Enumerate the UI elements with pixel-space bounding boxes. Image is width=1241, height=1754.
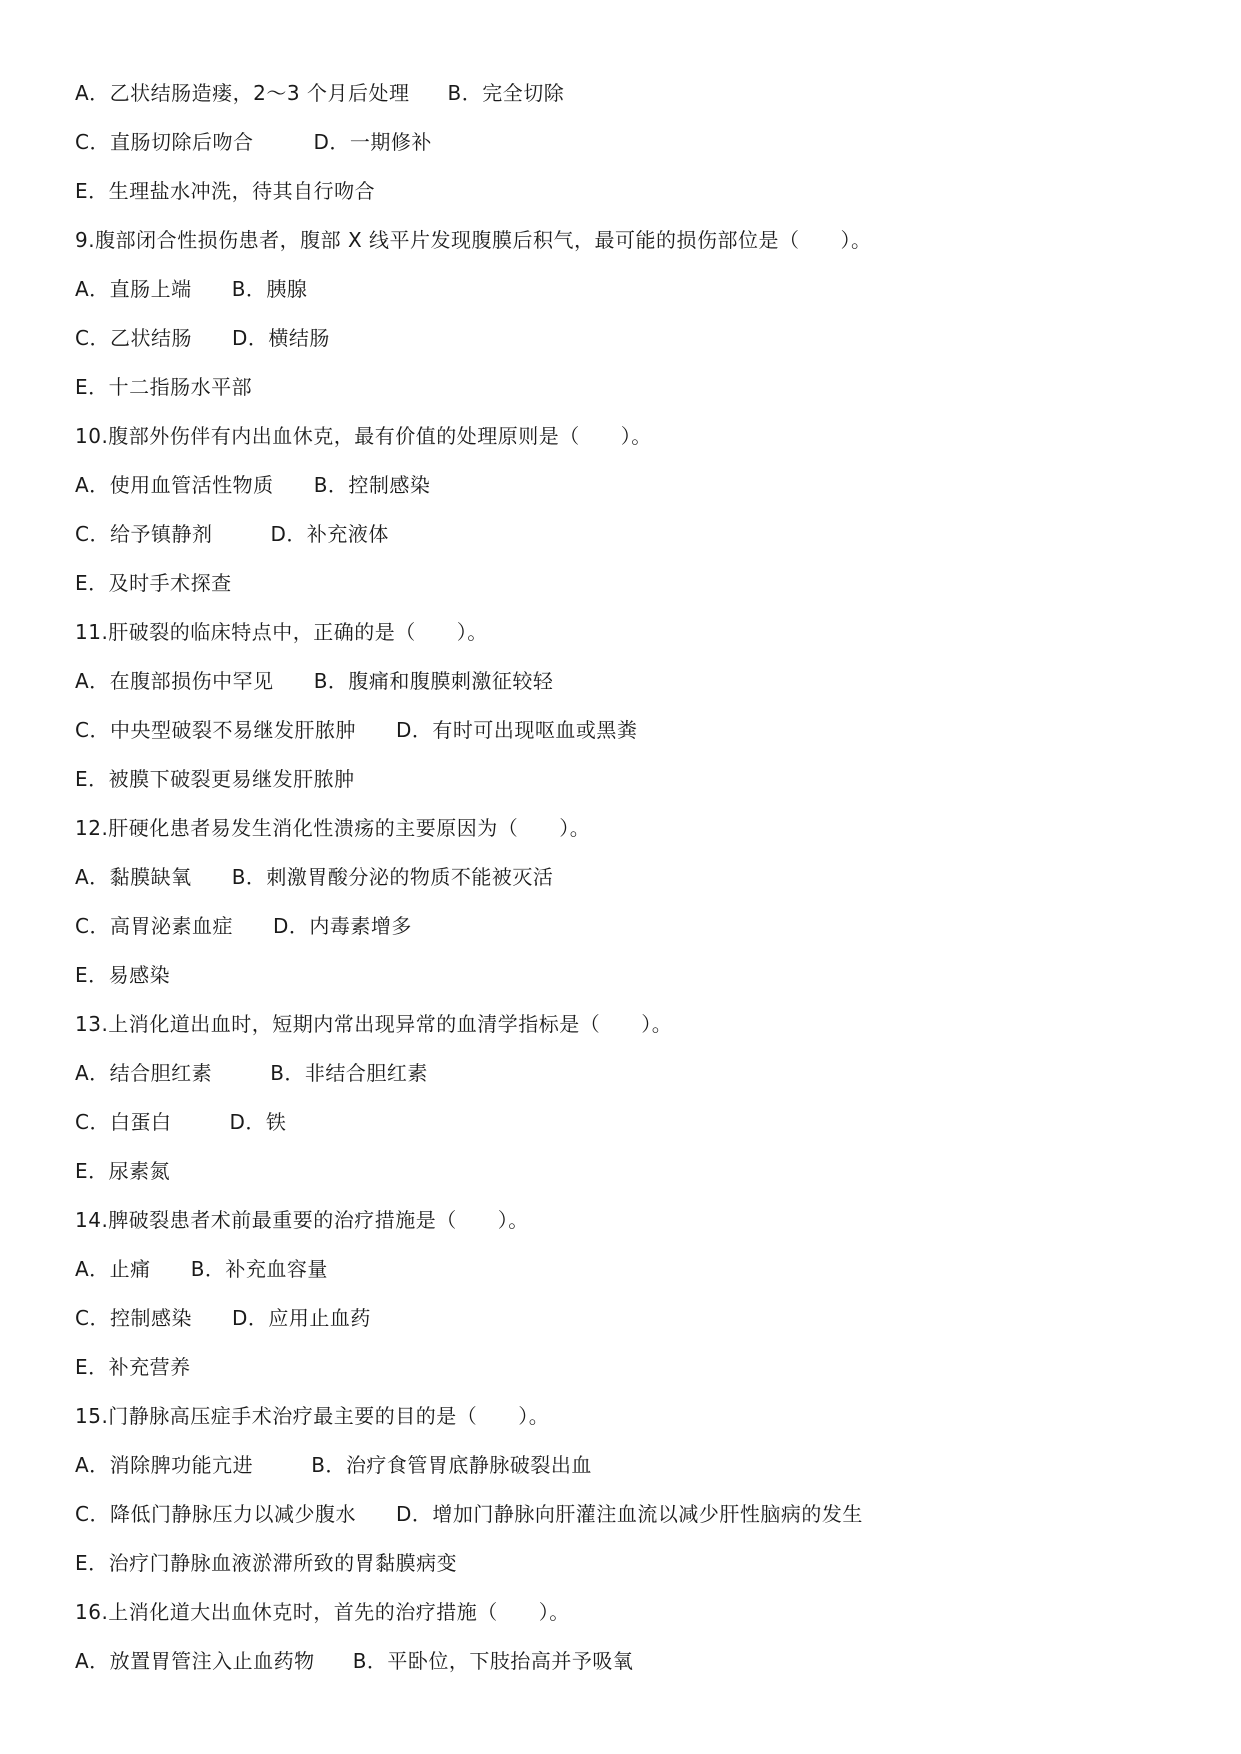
answer-option: C．直肠切除后吻合 <box>75 130 254 154</box>
answer-option: A．直肠上端 <box>75 277 192 301</box>
answer-option: A．黏膜缺氧 <box>75 865 192 889</box>
answer-option: A．乙状结肠造瘘，2～3 个月后处理 <box>75 81 410 105</box>
answer-option: D．内毒素增多 <box>272 914 412 938</box>
answer-option: A．在腹部损伤中罕见 <box>75 669 274 693</box>
question-stem: 13.上消化道出血时，短期内常出现异常的血清学指标是（ ）。 <box>75 1012 673 1036</box>
answer-option: C．给予镇静剂 <box>75 522 213 546</box>
question-stem: 12.肝硬化患者易发生消化性溃疡的主要原因为（ ）。 <box>75 816 591 840</box>
options-row <box>75 324 1175 373</box>
options-row <box>75 79 1175 128</box>
answer-option: B．补充血容量 <box>190 1257 328 1281</box>
answer-option: E．易感染 <box>75 963 171 987</box>
options-row <box>75 275 1175 324</box>
question-stem: 11.肝破裂的临床特点中，正确的是（ ）。 <box>75 620 488 644</box>
options-row <box>75 1549 1175 1598</box>
question-stem: 14.脾破裂患者术前最重要的治疗措施是（ ）。 <box>75 1208 529 1232</box>
answer-option: E．被膜下破裂更易继发肝脓肿 <box>75 767 355 791</box>
options-row <box>75 569 1175 618</box>
answer-option: C．乙状结肠 <box>75 326 192 350</box>
answer-option: D．有时可出现呕血或黑粪 <box>395 718 638 742</box>
answer-option: D．增加门静脉向肝灌注血流以减少肝性脑病的发生 <box>395 1502 863 1526</box>
answer-option: B．控制感染 <box>313 473 431 497</box>
question-stem: 16.上消化道大出血休克时，首先的治疗措施（ ）。 <box>75 1600 570 1624</box>
answer-option: B．治疗食管胃底静脉破裂出血 <box>311 1453 592 1477</box>
question-stem: 15.门静脉高压症手术治疗最主要的目的是（ ）。 <box>75 1404 550 1428</box>
options-row <box>75 520 1175 569</box>
options-row <box>75 1353 1175 1402</box>
answer-option: D．应用止血药 <box>231 1306 371 1330</box>
options-row <box>75 128 1175 177</box>
answer-option: A．放置胃管注入止血药物 <box>75 1649 315 1673</box>
answer-option: E．生理盐水冲洗，待其自行吻合 <box>75 179 376 203</box>
question-stem: 10.腹部外伤伴有内出血休克，最有价值的处理原则是（ ）。 <box>75 424 652 448</box>
answer-option: D．横结肠 <box>231 326 330 350</box>
answer-option: E．尿素氮 <box>75 1159 171 1183</box>
answer-option: A．止痛 <box>75 1257 151 1281</box>
answer-option: E．十二指肠水平部 <box>75 375 253 399</box>
options-row <box>75 1500 1175 1549</box>
options-row <box>75 1255 1175 1304</box>
options-row <box>75 177 1175 226</box>
answer-option: E．治疗门静脉血液淤滞所致的胃黏膜病变 <box>75 1551 458 1575</box>
options-row <box>75 765 1175 814</box>
options-row <box>75 961 1175 1010</box>
options-row <box>75 912 1175 961</box>
answer-option: B．刺激胃酸分泌的物质不能被灭活 <box>231 865 554 889</box>
options-row <box>75 716 1175 765</box>
options-row <box>75 1304 1175 1353</box>
options-row <box>75 1059 1175 1108</box>
answer-option: A．使用血管活性物质 <box>75 473 274 497</box>
options-row <box>75 471 1175 520</box>
question-list <box>75 79 1175 1696</box>
answer-option: E．及时手术探查 <box>75 571 232 595</box>
options-row <box>75 667 1175 716</box>
answer-option: D．补充液体 <box>270 522 389 546</box>
options-row <box>75 1157 1175 1206</box>
options-row <box>75 863 1175 912</box>
answer-option: C．降低门静脉压力以减少腹水 <box>75 1502 356 1526</box>
answer-option: C．高胃泌素血症 <box>75 914 233 938</box>
answer-option: B．胰腺 <box>231 277 308 301</box>
answer-option: E．补充营养 <box>75 1355 191 1379</box>
options-row <box>75 1108 1175 1157</box>
answer-option: A．结合胆红素 <box>75 1061 213 1085</box>
answer-option: C．控制感染 <box>75 1306 192 1330</box>
answer-option: B．平卧位，下肢抬高并予吸氧 <box>352 1649 634 1673</box>
answer-option: C．中央型破裂不易继发肝脓肿 <box>75 718 356 742</box>
answer-option: D．一期修补 <box>313 130 432 154</box>
answer-option: C．白蛋白 <box>75 1110 172 1134</box>
answer-option: B．腹痛和腹膜刺激征较轻 <box>313 669 554 693</box>
answer-option: A．消除脾功能亢进 <box>75 1453 254 1477</box>
answer-option: B．非结合胆红素 <box>270 1061 428 1085</box>
answer-option: D．铁 <box>229 1110 287 1134</box>
answer-option: B．完全切除 <box>447 81 565 105</box>
options-row <box>75 373 1175 422</box>
options-row <box>75 1647 1175 1696</box>
question-stem: 9.腹部闭合性损伤患者，腹部 X 线平片发现腹膜后积气，最可能的损伤部位是（ ）。 <box>75 228 872 252</box>
options-row <box>75 1451 1175 1500</box>
